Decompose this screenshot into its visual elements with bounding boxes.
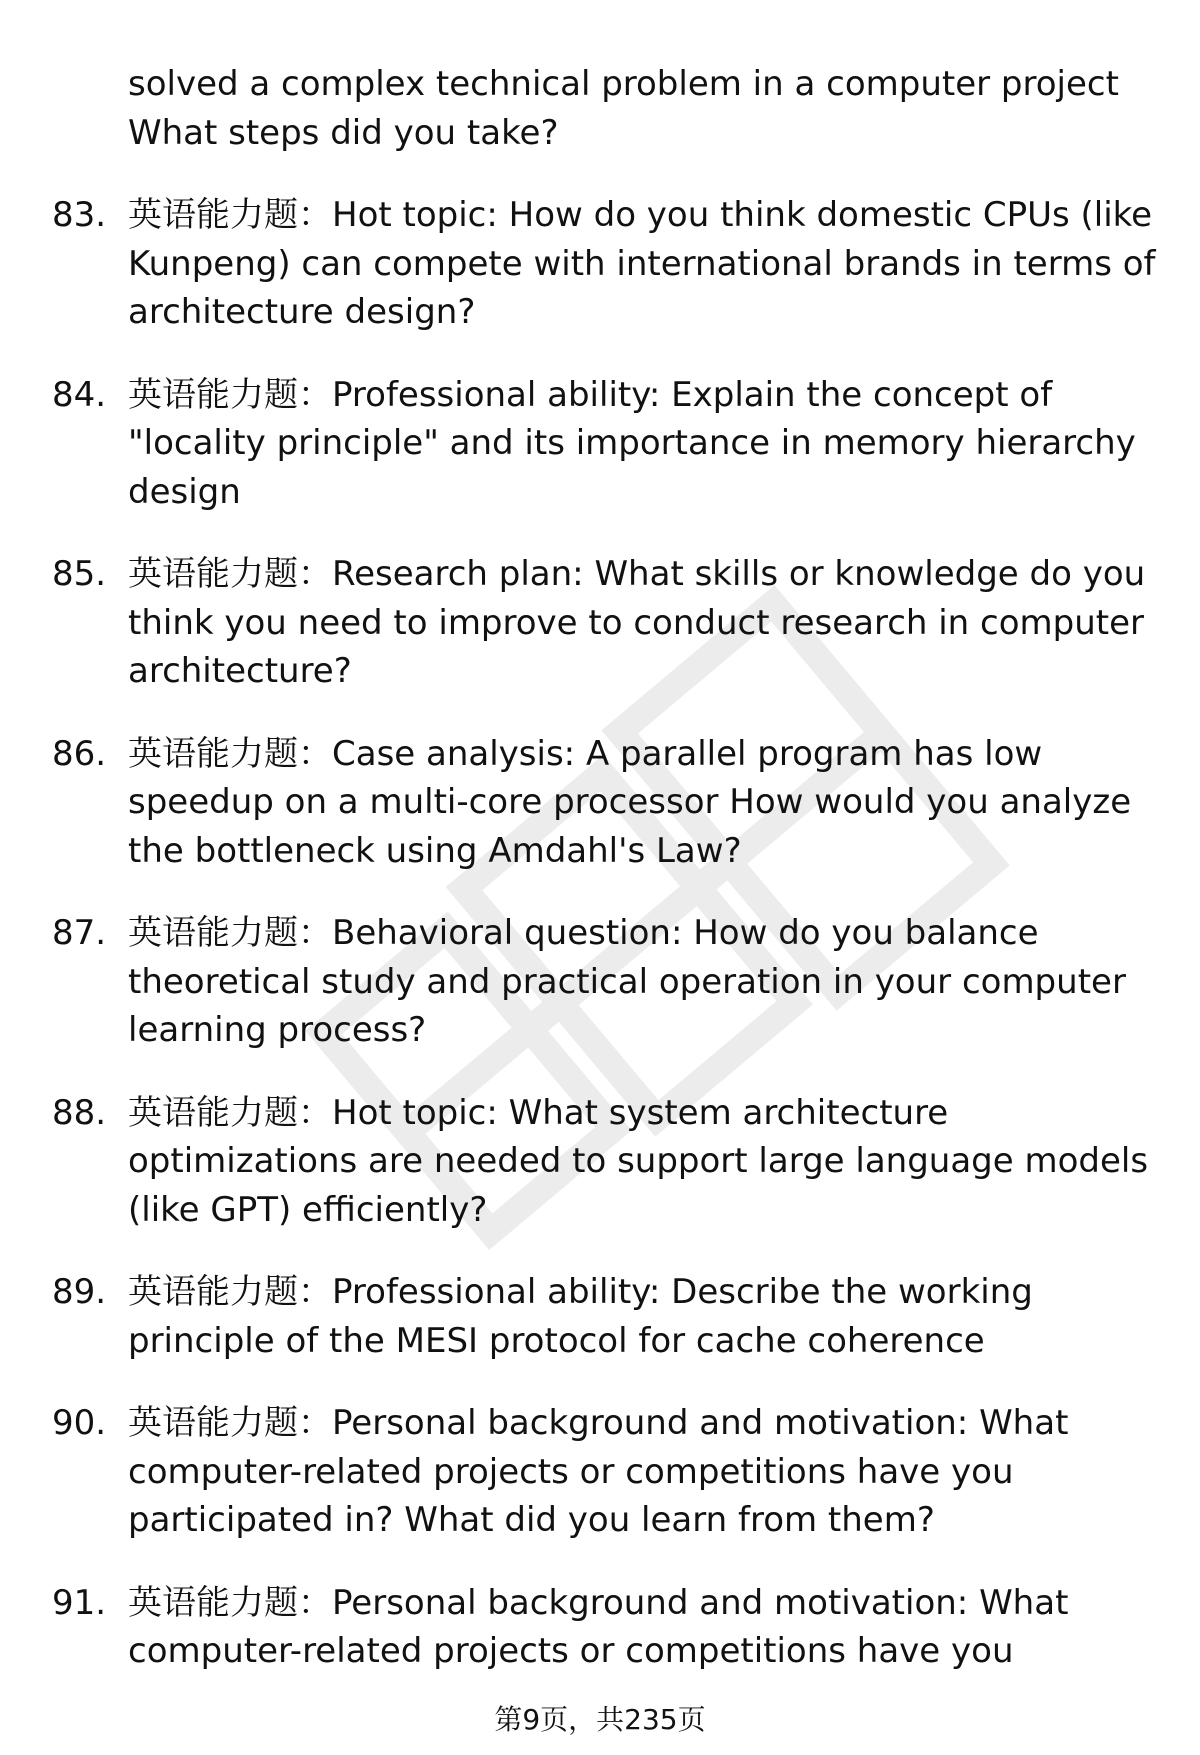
item-number: 86. xyxy=(52,733,107,774)
item-label: 英语能力题： xyxy=(128,1092,332,1133)
item-number: 87. xyxy=(52,913,107,953)
item-text: Hot topic: What system architecture optimizations are needed to support large language models (like GPT) efficiently? xyxy=(128,1092,1149,1230)
list-item xyxy=(0,909,1200,1055)
list-item xyxy=(0,1089,1200,1235)
item-label: 英语能力题： xyxy=(128,1582,332,1623)
item-text: Hot topic: How do you think domestic CPUs (like Kunpeng) can compete with international brands in terms of architecture design? xyxy=(128,195,1156,332)
item-text: Behavioral question: How do you balance theoretical study and practical operation in your computer learning process? xyxy=(128,913,1126,1050)
item-number: 84. xyxy=(52,374,107,415)
list-item xyxy=(0,730,1200,876)
item-text: Case analysis: A parallel program has low speedup on a multi-core processor How would you analyze the bottleneck using Amdahl's Law? xyxy=(128,733,1132,871)
item-number: 85. xyxy=(52,554,107,594)
list-item xyxy=(0,1579,1200,1676)
continuation-text: solved a complex technical problem in a computer project What steps did you take? xyxy=(128,64,1119,153)
list-item xyxy=(0,1268,1200,1365)
item-number: 83. xyxy=(52,195,107,235)
item-text: Personal background and motivation: What computer-related projects or competitions have you xyxy=(128,1582,1069,1671)
item-label: 英语能力题： xyxy=(128,1272,332,1312)
item-number: 89. xyxy=(52,1272,107,1312)
item-label: 英语能力题： xyxy=(128,374,332,415)
item-text: Professional ability: Describe the working principle of the MESI protocol for cache coherence xyxy=(128,1272,1033,1361)
list-item xyxy=(0,1399,1200,1545)
item-label: 英语能力题： xyxy=(128,195,332,235)
item-text: Professional ability: Explain the concept of "locality principle" and its importance in memory hierarchy design xyxy=(128,374,1136,512)
item-number: 88. xyxy=(52,1092,107,1133)
item-label: 英语能力题： xyxy=(128,554,332,594)
question-list xyxy=(0,60,1200,1710)
item-number: 91. xyxy=(52,1582,107,1623)
page-footer: 第9页，共235页 xyxy=(494,1703,706,1736)
list-item xyxy=(0,191,1200,337)
item-text: Personal background and motivation: What computer-related projects or competitions have you participated in? What did you learn from them? xyxy=(128,1403,1069,1540)
list-item xyxy=(0,550,1200,696)
item-text: Research plan: What skills or knowledge do you think you need to improve to conduct research in computer architecture? xyxy=(128,554,1146,691)
item-label: 英语能力题： xyxy=(128,1403,332,1443)
item-number: 90. xyxy=(52,1403,107,1443)
item-label: 英语能力题： xyxy=(128,913,332,953)
list-item xyxy=(0,371,1200,517)
item-label: 英语能力题： xyxy=(128,733,332,774)
